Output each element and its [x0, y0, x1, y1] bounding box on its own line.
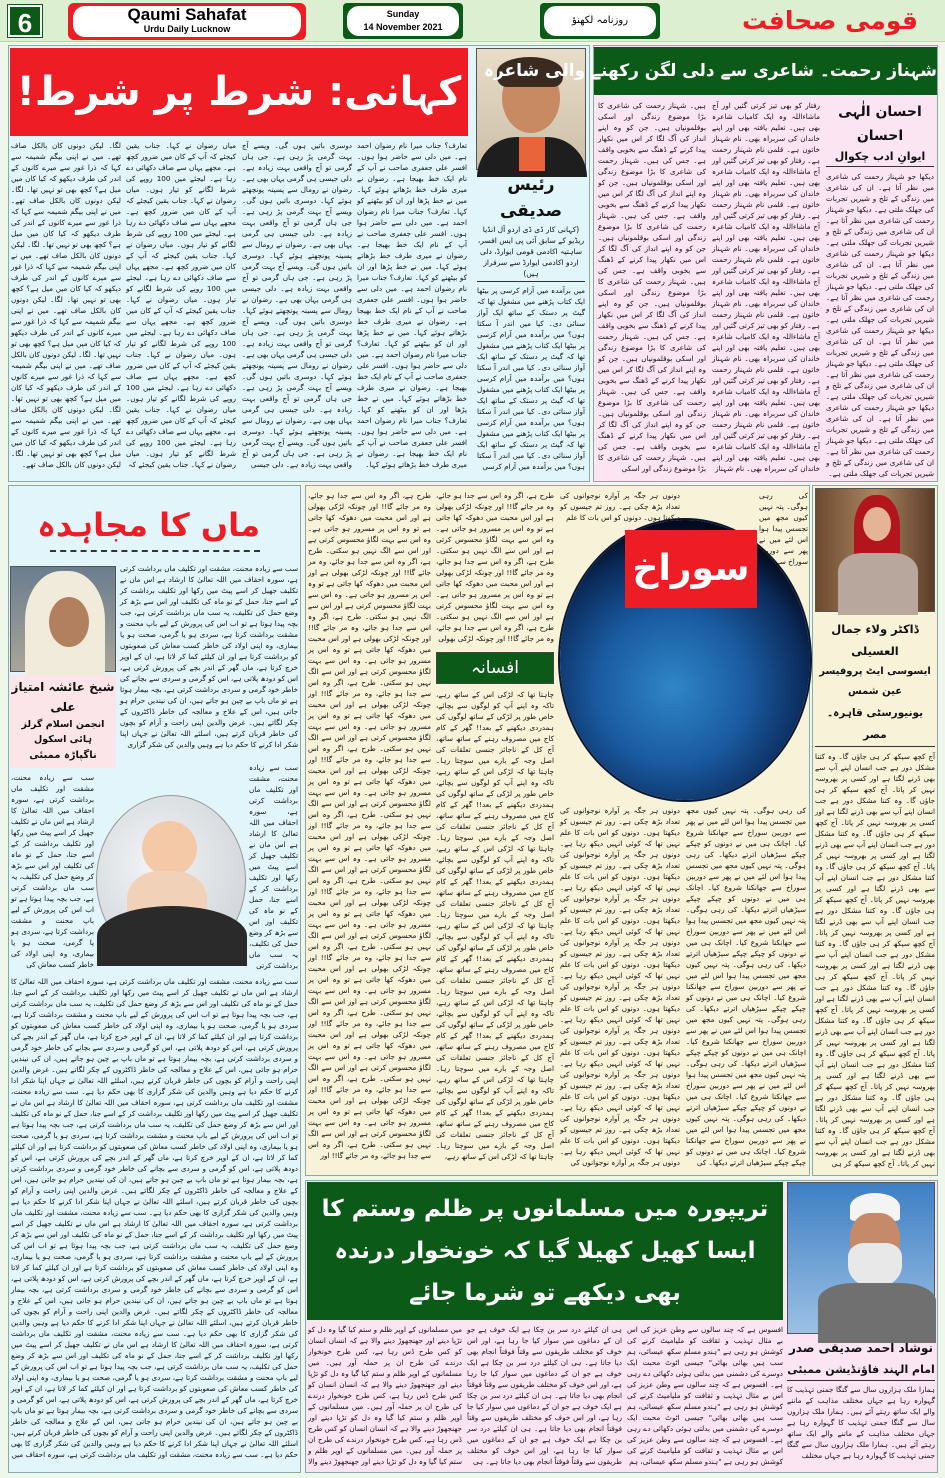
suraakh-column: طرح ہے، اگر وہ اس سے جدا ہو جائے، وہ مر جائے گا!! اور چونکہ لڑکی بھولی ہے اور اس محبت میں دھوکہ کھا جاتی ہے تو وہ اس پر مسرور ہو جاتی ہے۔ وہ اس سے بہت لگاؤ محسوس کرتی ہے اور اس سے الگ نہیں ہو سکتی۔ طرح ہے، اگر وہ اس سے جدا ہو جائے، وہ مر جائے گا!! اور چونکہ لڑکی بھولی ہے اور اس محبت میں دھوکہ کھا جاتی ہے تو وہ اس پر مسرور ہو جاتی ہے۔ وہ اس سے بہت لگاؤ محسوس کرتی ہے اور اس سے الگ نہیں ہو سکتی۔ طرح ہے، اگر وہ اس سے جدا ہو جائے، وہ مر جائے گا!! اور چونکہ لڑکی بھولی ہے اور اس محبت میں دھوکہ کھا جاتی ہے تو وہ اس پر مسرور ہو جاتی ہے۔ وہ اس سے بہت لگاؤ محسوس کرتی ہے اور اس سے الگ نہیں ہو سکتی۔ طرح ہے، اگر وہ اس سے جدا ہو جائے، وہ مر جائے گا!! اور چونکہ لڑکی بھولی ہے اور اس محبت میں دھوکہ کھا جاتی ہے تو وہ اس پر مسرور ہو جاتی ہے۔ وہ اس سے بہت لگاؤ محسوس کرتی ہے اور اس سے الگ نہیں ہو سکتی۔ طرح ہے، اگر وہ اس سے جدا ہو جائے، وہ مر جائے گا!! اور چونکہ لڑکی بھولی ہے اور اس محبت میں دھوکہ کھا جاتی ہے تو وہ اس پر مسرور ہو جاتی ہے۔ وہ اس سے بہت لگاؤ محسوس کرتی ہے اور اس سے الگ نہیں ہو سکتی۔ طرح ہے، اگر وہ اس سے جدا ہو جائے، وہ مر جائے گا!! اور چونکہ لڑکی بھولی ہے اور اس محبت میں دھوکہ کھا جاتی ہے تو وہ اس پر مسرور ہو جاتی ہے۔ وہ اس سے بہت لگاؤ محسوس کرتی ہے اور اس سے الگ نہیں ہو سکتی۔ طرح ہے، اگر وہ اس سے جدا ہو جائے، وہ مر جائے گا!! اور چونکہ لڑکی بھولی ہے اور اس محبت میں دھوکہ کھا جاتی ہے تو وہ اس پر مسرور ہو جاتی ہے۔ وہ اس سے بہت لگاؤ محسوس کرتی ہے اور اس سے الگ نہیں ہو سکتی۔ طرح ہے، اگر وہ اس سے جدا ہو جائے، وہ مر جائے گا!! اور چونکہ لڑکی بھولی ہے اور اس محبت میں دھوکہ کھا جاتی ہے تو وہ اس پر مسرور ہو جاتی ہے۔ وہ اس سے بہت لگاؤ محسوس کرتی ہے اور اس سے الگ نہیں ہو سکتی۔ طرح ہے، اگر وہ اس سے جدا ہو جائے، وہ مر جائے گا!! اور چونکہ لڑکی بھولی ہے اور اس محبت میں دھوکہ کھا جاتی ہے تو وہ اس پر مسرور ہو جاتی ہے۔ وہ اس سے بہت لگاؤ محسوس کرتی ہے اور اس سے الگ نہیں ہو سکتی۔ طرح ہے، اگر وہ اس سے جدا ہو جائے، وہ مر جائے گا!! اور چونکہ لڑکی بھولی ہے اور اس محبت میں دھوکہ کھا جاتی ہے تو وہ اس پر مسرور ہو جاتی ہے۔ وہ اس سے بہت لگاؤ محسوس کرتی ہے اور اس سے الگ نہیں ہو سکتی۔ طرح ہے، اگر وہ اس سے جدا ہو جائے، وہ مر جائے گا!! اور — [308, 491, 431, 1160]
date-frame — [343, 3, 463, 39]
suraakh-column: دونوں ہر جگہ پر آوارہ نوجوانوں کی تعداد بڑھ چکی ہے۔ روز تم جیسوں کو دیکھتا ہوں۔ دونوں کو اس بات کا علم نہیں تھا کہ کوئی انہیں دیکھ رہا ہے۔ دونوں ہر جگہ پر آوارہ نوجوانوں کی تعداد بڑھ چکی ہے۔ روز تم جیسوں کو دیکھتا ہوں۔ دونوں کو اس بات کا علم نہیں تھا کہ کوئی انہیں دیکھ رہا ہے۔ دونوں ہر جگہ پر آوارہ نوجوانوں کی تعداد بڑھ چکی ہے۔ روز تم جیسوں کو دیکھتا ہوں۔ دونوں کو اس بات کا علم نہیں تھا کہ کوئی انہیں دیکھ رہا ہے۔ دونوں ہر جگہ پر آوارہ نوجوانوں کی تعداد بڑھ چکی ہے۔ روز تم جیسوں کو دیکھتا ہوں۔ دونوں کو اس بات کا علم نہیں تھا کہ کوئی انہیں دیکھ رہا ہے۔ دونوں ہر جگہ پر آوارہ نوجوانوں کی تعداد بڑھ چکی ہے۔ روز تم جیسوں کو دیکھتا ہوں۔ دونوں کو اس بات کا علم نہیں تھا کہ کوئی انہیں دیکھ رہا ہے۔ دونوں ہر جگہ پر آوارہ نوجوانوں کی تعداد بڑھ چکی ہے۔ روز تم جیسوں کو دیکھتا ہوں۔ دونوں کو اس بات کا علم نہیں تھا کہ کوئی انہیں دیکھ رہا ہے۔ دونوں ہر جگہ پر آوارہ نوجوانوں کی تعداد بڑھ چکی ہے۔ روز تم جیسوں کو دیکھتا ہوں۔ دونوں کو اس بات کا علم نہیں تھا کہ کوئی انہیں دیکھ رہا ہے۔ دونوں ہر جگہ پر آوارہ نوجوانوں کی تعداد بڑھ چکی ہے۔ روز تم جیسوں کو دیکھتا ہوں۔ دونوں کو اس بات کا علم نہیں تھا کہ کوئی انہیں دیکھ رہا ہے۔ دونوں ہر جگہ پر آوارہ نوجوانوں کی — [560, 806, 680, 1167]
kahani-author: رئیس صدیقی — [499, 175, 563, 221]
kahani-byline-column — [477, 172, 585, 478]
maa-author-org: انجمن اسلام گرلز ہائی اسکول — [21, 719, 105, 745]
tripura-column: افسوس ہے کہ چند سالوں سے وطن عزیز کی اس بے مثال تہذیب و ثقافت کو ملیامیٹ کرنے کی کوشش ہو رہی ہے "ہندو مسلم سکھ عیسائی، ہم سب ہیں بھائی بھائی" جیسی اٹوٹ محبت ایک دوسرے کی دشمنی میں بدلتی ہوئی دکھائی دے رہی ہے۔ افسوس ہے کہ چند سالوں سے وطن عزیز کی اس بے مثال تہذیب و ثقافت کو ملیامیٹ کرنے کی کوشش ہو رہی ہے "ہندو مسلم سکھ عیسائی، ہم سب ہیں بھائی بھائی" جیسی اٹوٹ محبت ایک دوسرے کی دشمنی میں بدلتی ہوئی دکھائی دے رہی ہے۔ افسوس ہے کہ چند سالوں سے وطن عزیز کی اس بے مثال تہذیب و ثقافت کو ملیامیٹ کرنے کی کوشش ہو رہی ہے "ہندو مسلم سکھ عیسائی، ہم — [627, 1325, 783, 1466]
walaa-column: آج کچھ سیکھ کر ہی جاؤں گا۔ وہ کتنا مشکل دور ہے جب انسان اپنے آپ سے بھی ڈرنے لگتا ہے اور کسی پر بھروسہ نہیں کر پاتا۔ آج کچھ سیکھ کر ہی جاؤں گا۔ وہ کتنا مشکل دور ہے جب انسان اپنے آپ سے بھی ڈرنے لگتا ہے اور کسی پر بھروسہ نہیں کر پاتا۔ آج کچھ سیکھ کر ہی جاؤں گا۔ وہ کتنا مشکل دور ہے جب انسان اپنے آپ سے بھی ڈرنے لگتا ہے اور کسی پر بھروسہ نہیں کر پاتا۔ آج کچھ سیکھ کر ہی جاؤں گا۔ وہ کتنا مشکل دور ہے جب انسان اپنے آپ سے بھی ڈرنے لگتا ہے اور کسی پر بھروسہ نہیں کر پاتا۔ آج کچھ سیکھ کر ہی جاؤں گا۔ وہ کتنا مشکل دور ہے جب انسان اپنے آپ سے بھی ڈرنے لگتا ہے اور کسی پر بھروسہ نہیں کر پاتا۔ آج کچھ سیکھ کر ہی جاؤں گا۔ وہ کتنا مشکل دور ہے جب انسان اپنے آپ سے بھی ڈرنے لگتا ہے اور کسی پر بھروسہ نہیں کر پاتا۔ آج کچھ سیکھ کر ہی جاؤں گا۔ وہ کتنا مشکل دور ہے جب انسان اپنے آپ سے بھی ڈرنے لگتا ہے اور کسی پر بھروسہ نہیں کر پاتا۔ آج کچھ سیکھ کر ہی جاؤں گا۔ وہ کتنا مشکل دور ہے جب انسان اپنے آپ سے بھی ڈرنے لگتا ہے اور کسی پر بھروسہ نہیں کر پاتا۔ آج کچھ سیکھ کر ہی جاؤں گا۔ وہ کتنا مشکل دور ہے جب انسان اپنے آپ سے بھی ڈرنے لگتا ہے اور کسی پر بھروسہ نہیں کر پاتا۔ آج کچھ سیکھ کر ہی جاؤں گا۔ وہ کتنا مشکل دور ہے جب انسان اپنے آپ سے بھی ڈرنے لگتا ہے اور کسی پر بھروسہ نہیں کر پاتا۔ آج کچھ سیکھ کر ہی جاؤں گا۔ وہ کتنا مشکل دور ہے جب انسان اپنے آپ سے بھی ڈرنے لگتا ہے اور کسی پر بھروسہ نہیں کر پاتا۔ آج کچھ سیکھ کر ہی — [815, 752, 935, 1168]
title-ur: قومی صحافت — [742, 6, 918, 35]
author-photo-ayesha — [10, 566, 116, 672]
shahnaz-byline-column — [826, 100, 934, 478]
author-photo-walaa — [815, 488, 935, 612]
maa-byline-box — [10, 675, 116, 768]
roznama: روزنامہ لکھنؤ — [544, 6, 656, 36]
walaa-author-title: ایسوسی ایٹ پروفیسر عین شمس — [819, 666, 931, 697]
mother-baby-photo — [96, 795, 246, 965]
walaa-author-place: یونیورسٹی قاہرہ۔ مصر — [815, 702, 935, 747]
maa-body: سب سے زیادہ محنت، مشقت اور تکلیف ماں برداشت کرتی ہے، سورہ احقاف میں اللہ تعالیٰ کا ارشاد ہے اس ماں نے تکلیف جھیل کر اسے پیٹ میں رکھا اور تکلیف برداشت کر کے اسے جنا، حمل کے نو ماہ کی تکلیف اور اس سے بڑھ کر وضع حمل کی تکلیف، یہ سب ماں برداشت کرتی — [249, 763, 298, 970]
shahnaz-column: دیکھا جو شہناز رحمت کی شاعری میں نظر آتا ہے۔ ان کی شاعری میں زندگی کے تلخ و شیریں تجربات کی جھلک ملتی ہے۔ دیکھا جو شہناز رحمت کی شاعری میں نظر آتا ہے۔ ان کی شاعری میں زندگی کے تلخ و شیریں تجربات کی جھلک ملتی ہے۔ دیکھا جو شہناز رحمت کی شاعری میں نظر آتا ہے۔ ان کی شاعری میں زندگی کے تلخ و شیریں تجربات کی جھلک ملتی ہے۔ دیکھا جو شہناز رحمت کی شاعری میں نظر آتا ہے۔ ان کی شاعری میں زندگی کے تلخ و شیریں تجربات کی جھلک ملتی ہے۔ دیکھا جو شہناز رحمت کی شاعری میں نظر آتا ہے۔ ان کی شاعری میں زندگی کے تلخ و شیریں تجربات کی جھلک ملتی ہے۔ دیکھا جو شہناز رحمت کی شاعری میں نظر آتا ہے۔ ان کی شاعری میں زندگی کے تلخ و شیریں تجربات کی جھلک ملتی ہے۔ دیکھا جو شہناز رحمت کی شاعری میں نظر آتا ہے۔ ان کی شاعری میں زندگی کے تلخ و شیریں تجربات کی جھلک ملتی ہے۔ دیکھا جو شہناز رحمت کی شاعری میں نظر آتا ہے۔ ان کی شاعری میں زندگی کے تلخ و شیریں تجربات کی جھلک ملتی ہے۔ — [826, 172, 934, 478]
tripura-column: ہمارا ملک ہزاروں سال سے گنگا جمنی تہذیب کا گہوارہ رہا ہے جہاں مختلف مذاہب کے ماننے والے ایک ساتھ رہتے آئے ہیں۔ ہمارا ملک ہزاروں سال سے گنگا جمنی تہذیب کا گہوارہ رہا ہے جہاں مختلف مذاہب کے ماننے والے ایک ساتھ رہتے آئے ہیں۔ ہمارا ملک ہزاروں سال سے گنگا جمنی تہذیب کا گہوارہ رہا ہے جہاں مختلف — [787, 1385, 935, 1460]
suraakh-column: چاہتا تھا کہ لڑکی اس کے ساتھ رہے، تاکہ وہ اپنے آپ کو لوگوں سے بچائے، خاص طور پر لڑکی کے ساتھ لوگوں کی ہمدردی دیکھنے کے بعد!! گھر کے کام کاج میں مصروف رہنے کے ساتھ ساتھ، آج کل کے ناجائز جنسی تعلقات کی اصل وجہ کے بارے میں سوچتا رہا۔ چاہتا تھا کہ لڑکی اس کے ساتھ رہے، تاکہ وہ اپنے آپ کو لوگوں سے بچائے، خاص طور پر لڑکی کے ساتھ لوگوں کی ہمدردی دیکھنے کے بعد!! گھر کے کام کاج میں مصروف رہنے کے ساتھ ساتھ، آج کل کے ناجائز جنسی تعلقات کی اصل وجہ کے بارے میں سوچتا رہا۔ چاہتا تھا کہ لڑکی اس کے ساتھ رہے، تاکہ وہ اپنے آپ کو لوگوں سے بچائے، خاص طور پر لڑکی کے ساتھ لوگوں کی ہمدردی دیکھنے کے بعد!! گھر کے کام کاج میں مصروف رہنے کے ساتھ ساتھ، آج کل کے ناجائز جنسی تعلقات کی اصل وجہ کے بارے میں سوچتا رہا۔ چاہتا تھا کہ لڑکی اس کے ساتھ رہے، تاکہ وہ اپنے آپ کو لوگوں سے بچائے، خاص طور پر لڑکی کے ساتھ لوگوں کی ہمدردی دیکھنے کے بعد!! گھر کے کام کاج میں مصروف رہنے کے ساتھ ساتھ، آج کل کے ناجائز جنسی تعلقات کی اصل وجہ کے بارے میں سوچتا رہا۔ چاہتا تھا کہ لڑکی اس کے ساتھ رہے، تاکہ وہ اپنے آپ کو لوگوں سے بچائے، خاص طور پر لڑکی کے ساتھ لوگوں کی ہمدردی دیکھنے کے بعد!! گھر کے کام کاج میں مصروف رہنے کے ساتھ ساتھ، آج کل کے ناجائز جنسی تعلقات کی اصل وجہ کے بارے میں سوچتا رہا۔ چاہتا تھا کہ لڑکی اس کے ساتھ رہے، تاکہ وہ اپنے آپ کو لوگوں سے بچائے، خاص طور پر لڑکی کے ساتھ لوگوں کی ہمدردی دیکھنے کے بعد!! گھر کے کام کاج میں مصروف رہنے کے ساتھ ساتھ، آج کل کے ناجائز جنسی تعلقات کی اصل وجہ کے بارے میں سوچتا رہا۔ چاہتا تھا کہ لڑکی اس کے ساتھ رہے، — [436, 690, 554, 1161]
walaa-author: ڈاکٹر ولاء جمال العسیلی — [831, 622, 919, 658]
tripura-headline: تریپورہ میں مسلمانوں پر ظلم وستم کا ایسا کھیل کھیلا گیا کہ خونخوار درندہ بھی دیکھے تو شرما جائے — [307, 1182, 783, 1320]
shahnaz-column: ہیں۔ شہناز رحمت کی شاعری کا بڑا موضوع زندگی اور اسکی بوقلمونیاں ہیں۔ جن کو وہ اپنے انداز کی آگ لگا کر اس میں نکھار پیدا کرنے کے ڈھنگ سے بخوبی واقف ہے۔ جس کی ہیں۔ شہناز رحمت کی شاعری کا بڑا موضوع زندگی اور اسکی بوقلمونیاں ہیں۔ جن کو وہ اپنے انداز کی آگ لگا کر اس میں نکھار پیدا کرنے کے ڈھنگ سے بخوبی واقف ہے۔ جس کی ہیں۔ شہناز رحمت کی شاعری کا بڑا موضوع زندگی اور اسکی بوقلمونیاں ہیں۔ جن کو وہ اپنے انداز کی آگ لگا کر اس میں نکھار پیدا کرنے کے ڈھنگ سے بخوبی واقف ہے۔ جس کی ہیں۔ شہناز رحمت کی شاعری کا بڑا موضوع زندگی اور اسکی بوقلمونیاں ہیں۔ جن کو وہ اپنے انداز کی آگ لگا کر اس میں نکھار پیدا کرنے کے ڈھنگ سے بخوبی واقف ہے۔ جس کی ہیں۔ شہناز رحمت کی شاعری کا بڑا موضوع زندگی اور اسکی بوقلمونیاں ہیں۔ جن کو وہ اپنے انداز کی آگ لگا کر اس میں نکھار پیدا کرنے کے ڈھنگ سے بخوبی واقف ہے۔ جس کی ہیں۔ شہناز رحمت کی شاعری کا بڑا موضوع زندگی اور اسکی بوقلمونیاں ہیں۔ جن کو وہ اپنے انداز کی آگ لگا کر اس میں نکھار پیدا کرنے کے ڈھنگ سے بخوبی واقف ہے۔ جس کی ہیں۔ شہناز رحمت کی شاعری کا بڑا موضوع زندگی اور اسکی — [598, 101, 706, 473]
naushad-author: نوشاد احمد صدیقی صدر — [788, 1341, 933, 1355]
tripura-column: ہی ان کیلئے درد سر بن چکا ہے ایک خوف ہے جو ان کے دماغوں میں سوار کیا جا رہا ہے، اور اس خوف کو مختلف طریقوں سے وقتاً فوقتاً انجام بھی دیا جاتا ہے۔ ہی ان کیلئے درد سر بن چکا ہے ایک خوف ہے جو ان کے دماغوں میں سوار کیا جا رہا ہے، اور اس خوف کو مختلف طریقوں سے وقتاً فوقتاً انجام بھی دیا جاتا ہے۔ ہی ان کیلئے درد سر بن چکا ہے ایک خوف ہے جو ان کے دماغوں میں سوار کیا جا رہا ہے، اور اس خوف کو مختلف طریقوں سے وقتاً فوقتاً انجام بھی دیا جاتا ہے۔ ہی ان کیلئے درد سر بن چکا ہے ایک خوف ہے جو ان کے دماغوں میں سوار کیا جا رہا ہے، اور اس خوف کو مختلف طریقوں سے وقتاً فوقتاً انجام بھی دیا جاتا ہے۔ ہی — [467, 1325, 622, 1466]
maa-author: شیخ عائشہ امتیاز علی — [11, 680, 115, 714]
maa-headline: ماں کا مجاہدہ — [50, 500, 260, 552]
page-number: 6 — [8, 5, 42, 37]
kahani-column: دوسری باتیں ہوں گی۔ ویسے آج بہت گرمی پڑ رہی ہے۔ جی ہاں گرمی تو آج واقعی بہت زیادہ ہے۔ دلی جیسی ہی گرمی یہاں بھی ہے۔ رضوان نے رومال سے پسینہ پونچھتے ہوئے کہا۔ دوسری باتیں ہوں گی۔ ویسے آج بہت گرمی پڑ رہی ہے۔ جی ہاں گرمی تو آج واقعی بہت زیادہ ہے۔ دلی جیسی ہی گرمی یہاں بھی ہے۔ رضوان نے رومال سے پسینہ پونچھتے ہوئے کہا۔ دوسری باتیں ہوں گی۔ ویسے آج بہت گرمی پڑ رہی ہے۔ جی ہاں گرمی تو آج واقعی بہت زیادہ ہے۔ دلی جیسی ہی گرمی یہاں بھی ہے۔ رضوان نے رومال سے پسینہ پونچھتے ہوئے کہا۔ دوسری باتیں ہوں گی۔ ویسے آج بہت گرمی پڑ رہی ہے۔ جی ہاں گرمی تو آج واقعی بہت زیادہ ہے۔ دلی جیسی ہی گرمی یہاں بھی ہے۔ رضوان نے رومال سے پسینہ پونچھتے ہوئے کہا۔ دوسری باتیں ہوں گی۔ ویسے آج بہت گرمی پڑ رہی ہے۔ جی ہاں گرمی تو آج واقعی بہت زیادہ ہے۔ دلی جیسی ہی گرمی یہاں بھی ہے۔ رضوان نے رومال سے پسینہ پونچھتے ہوئے کہا۔ دوسری باتیں ہوں گی۔ ویسے آج بہت گرمی پڑ رہی ہے۔ جی ہاں گرمی تو آج واقعی بہت زیادہ ہے۔ دلی جیسی — [242, 141, 352, 469]
kahani-author-bio: (کہانی کار ڈی ڈی اردو آل انڈیا ریڈیو کے سابق آئی پی ایس افسر، ساہتیہ اکادمی قومی ایوارڈ، دلی اردو اکادمی ایوارڈ سے سرفراز ہیں) — [477, 224, 585, 282]
kahani-headline: کہانی: شرط پر شرط! — [10, 48, 468, 136]
walaa-byline-column — [815, 618, 935, 1171]
maa-body: سب سے زیادہ محنت، مشقت اور تکلیف ماں برداشت کرتی ہے، سورہ احقاف میں اللہ تعالیٰ کا ارشاد ہے اس ماں نے تکلیف جھیل کر اسے پیٹ میں رکھا اور تکلیف برداشت کر کے اسے جنا، حمل کے نو ماہ کی تکلیف اور اس سے بڑھ کر وضع حمل کی تکلیف، یہ سب ماں برداشت کرتی ہے، جب بچہ پیدا ہوتا ہے تو اب اس کی پرورش کے لیے باپ محنت و مشقت برداشت کرتا ہے، سردی ہو یا گرمی، صحت ہو یا بیماری، وہ اپنی اولاد کی خاطر کسب معاش کی صعوبتوں کو برداشت کرتا ہے اور ان کیلئے کما کر لاتا ہے، ان کے اوپر خرچ کرتا ہے، ماں گھر کے اندر بچے کی پرورش کرتی ہے، اس کو دودھ پلاتی ہے، اس کو گرمی و سردی سے بچانے کی خاطر خود گرمی و سردی برداشت کرتی ہے، بچہ بیمار ہوتا ہے تو ماں باپ بے چین ہو جاتے ہیں، ان کی نیندیں حرام ہو جاتی ہیں، اس کے علاج و معالجہ کی خاطر ڈاکٹروں کے چکر لگاتے ہیں۔ غرض والدین اپنی راحت و آرام کو بچوں کی خاطر قربان کرتے ہیں، اسلئے اللہ تعالیٰ نے جہاں اپنا شکر ادا کرنے کا حکم دیا ہے وہیں والدین کی شکر گزاری کا بھی حکم دیا ہے۔ سب سے زیادہ محنت، مشقت اور تکلیف ماں برداشت کرتی ہے، سورہ احقاف میں اللہ تعالیٰ کا ارشاد ہے اس ماں نے تکلیف جھیل کر اسے پیٹ میں رکھا اور تکلیف برداشت کر کے اسے جنا، حمل کے نو ماہ کی تکلیف اور اس سے بڑھ کر وضع حمل کی تکلیف، یہ سب ماں برداشت کرتی ہے، جب بچہ پیدا ہوتا ہے تو اب اس کی پرورش کے لیے باپ محنت و مشقت برداشت کرتا ہے، سردی ہو یا گرمی، صحت ہو یا بیماری، وہ اپنی اولاد کی خاطر کسب معاش کی صعوبتوں کو برداشت کرتا ہے اور ان کیلئے کما کر لاتا ہے، ان کے اوپر خرچ کرتا ہے، ماں گھر کے اندر بچے کی پرورش کرتی ہے، اس کو دودھ پلاتی ہے، اس کو گرمی و سردی سے بچانے کی خاطر خود گرمی و سردی برداشت کرتی ہے، بچہ بیمار ہوتا ہے تو ماں باپ بے چین ہو جاتے ہیں، ان کی نیندیں حرام ہو جاتی ہیں، اس کے علاج و معالجہ کی خاطر ڈاکٹروں کے چکر لگاتے ہیں۔ غرض والدین اپنی راحت و آرام کو بچوں کی خاطر قربان کرتے ہیں، اسلئے اللہ تعالیٰ نے جہاں اپنا شکر ادا کرنے کا حکم دیا ہے وہیں والدین کی شکر گزاری کا بھی حکم دیا ہے۔ سب سے زیادہ محنت، مشقت اور تکلیف ماں برداشت کرتی ہے، سورہ احقاف میں اللہ تعالیٰ کا ارشاد ہے اس ماں نے تکلیف جھیل کر اسے پیٹ میں رکھا اور تکلیف برداشت کر کے اسے جنا، حمل کے نو ماہ کی تکلیف اور اس سے بڑھ کر وضع حمل کی تکلیف، یہ سب ماں برداشت کرتی ہے، جب بچہ پیدا ہوتا ہے تو اب اس کی پرورش کے لیے باپ محنت و مشقت برداشت کرتا ہے، سردی ہو یا گرمی، صحت ہو یا بیماری، وہ اپنی اولاد کی خاطر کسب معاش کی صعوبتوں کو برداشت کرتا ہے اور ان کیلئے کما کر لاتا ہے، ان کے اوپر خرچ کرتا ہے، ماں گھر کے اندر بچے کی پرورش کرتی ہے، اس کو دودھ پلاتی ہے، اس کو گرمی و سردی سے بچانے کی خاطر خود گرمی و سردی برداشت کرتی ہے، بچہ بیمار ہوتا ہے تو ماں باپ بے چین ہو جاتے ہیں، ان کی نیندیں حرام ہو جاتی ہیں، اس کے علاج و معالجہ کی خاطر ڈاکٹروں کے چکر لگاتے ہیں۔ غرض والدین اپنی راحت و آرام کو بچوں کی خاطر قربان کرتے ہیں، اسلئے اللہ تعالیٰ نے جہاں اپنا شکر ادا کرنے کا حکم دیا ہے وہیں والدین کی شکر گزاری کا بھی حکم دیا ہے۔ سب سے زیادہ محنت، مشقت اور تکلیف ماں برداشت کرتی ہے، سورہ احقاف میں اللہ تعالیٰ کا ارشاد ہے اس ماں نے تکلیف جھیل کر اسے پیٹ میں رکھا اور تکلیف برداشت کر کے اسے جنا، حمل کے نو ماہ کی تکلیف اور اس سے بڑھ کر وضع حمل کی تکلیف، یہ سب ماں برداشت کرتی ہے، جب بچہ پیدا ہوتا ہے تو اب اس کی پرورش کے لیے باپ محنت و مشقت برداشت کرتا ہے، سردی ہو یا گرمی، صحت ہو یا بیماری، وہ اپنی اولاد کی خاطر کسب معاش کی صعوبتوں کو برداشت کرتا ہے اور ان کیلئے کما کر لاتا ہے، ان کے اوپر خرچ کرتا ہے، ماں گھر کے اندر بچے کی پرورش کرتی ہے، اس کو دودھ پلاتی ہے، اس کو گرمی و سردی سے بچانے کی خاطر خود گرمی و سردی برداشت کرتی ہے، بچہ بیمار ہوتا ہے تو ماں باپ بے چین ہو جاتے ہیں، ان کی نیندیں حرام ہو جاتی ہیں، اس کے علاج و معالجہ کی خاطر ڈاکٹروں کے چکر لگاتے ہیں۔ غرض والدین اپنی راحت و آرام کو بچوں کی خاطر قربان کرتے ہیں، اسلئے اللہ تعالیٰ نے جہاں اپنا شکر ادا کرنے کا حکم دیا ہے وہیں والدین کی شکر گزاری کا بھی حکم دیا ہے۔ سب سے زیادہ محنت، مشقت اور تکلیف ماں برداشت کرتی ہے، سورہ احقاف میں — [11, 977, 298, 1459]
suraakh-column: کی رہی ہوگی۔ پتہ نہیں کیوں مجھ میں تجسس پیدا ہوا اس لئے میں نے پھر سے دوربین سوراخ سے — [759, 491, 808, 566]
kahani-column: تعارف؟ جناب میرا نام رضوان احمد ہے۔ میں دلی سے حاضر ہوا ہوں۔ افسر علی جعفری صاحب نے آپ کے نام ایک خط بھیجا ہے۔ رضوان نے میری طرف خط بڑھاتے ہوئے کہا۔ میں نے خط پڑھا اور ان کو بیٹھنے کو کہا۔ تعارف؟ جناب میرا نام رضوان احمد ہے۔ میں دلی سے حاضر ہوا ہوں۔ افسر علی جعفری صاحب نے آپ کے نام ایک خط بھیجا ہے۔ رضوان نے میری طرف خط بڑھاتے ہوئے کہا۔ میں نے خط پڑھا اور ان کو بیٹھنے کو کہا۔ تعارف؟ جناب میرا نام رضوان احمد ہے۔ میں دلی سے حاضر ہوا ہوں۔ افسر علی جعفری صاحب نے آپ کے نام ایک خط بھیجا ہے۔ رضوان نے میری طرف خط بڑھاتے ہوئے کہا۔ میں نے خط پڑھا اور ان کو بیٹھنے کو کہا۔ تعارف؟ جناب میرا نام رضوان احمد ہے۔ میں دلی سے حاضر ہوا ہوں۔ افسر علی جعفری صاحب نے آپ کے نام ایک خط بھیجا ہے۔ رضوان نے میری طرف خط بڑھاتے ہوئے کہا۔ میں نے خط پڑھا اور ان کو بیٹھنے کو کہا۔ تعارف؟ جناب میرا نام رضوان احمد ہے۔ میں دلی سے حاضر ہوا ہوں۔ افسر علی جعفری صاحب نے آپ کے نام ایک خط بھیجا ہے۔ رضوان نے میری طرف خط بڑھاتے ہوئے کہا۔ — [357, 141, 467, 469]
title-en: Qaumi Sahafat — [127, 5, 247, 24]
date: 14 November 2021 — [363, 22, 443, 32]
shahnaz-column: رفتار کو بھی تیز کرتی گئیں اور آج ماشاءاللہ وہ ایک کامیاب شاعرہ بھی ہیں۔ تعلیم یافتہ بھی اور اپنے خاندان کی سربراہ بھی۔ نام شہناز خاتون ہے۔ قلمی نام شہناز رحمت ہے۔ رفتار کو بھی تیز کرتی گئیں اور آج ماشاءاللہ وہ ایک کامیاب شاعرہ بھی ہیں۔ تعلیم یافتہ بھی اور اپنے خاندان کی سربراہ بھی۔ نام شہناز خاتون ہے۔ قلمی نام شہناز رحمت ہے۔ رفتار کو بھی تیز کرتی گئیں اور آج ماشاءاللہ وہ ایک کامیاب شاعرہ بھی ہیں۔ تعلیم یافتہ بھی اور اپنے خاندان کی سربراہ بھی۔ نام شہناز خاتون ہے۔ قلمی نام شہناز رحمت ہے۔ رفتار کو بھی تیز کرتی گئیں اور آج ماشاءاللہ وہ ایک کامیاب شاعرہ بھی ہیں۔ تعلیم یافتہ بھی اور اپنے خاندان کی سربراہ بھی۔ نام شہناز خاتون ہے۔ قلمی نام شہناز رحمت ہے۔ رفتار کو بھی تیز کرتی گئیں اور آج ماشاءاللہ وہ ایک کامیاب شاعرہ بھی ہیں۔ تعلیم یافتہ بھی اور اپنے خاندان کی سربراہ بھی۔ نام شہناز خاتون ہے۔ قلمی نام شہناز رحمت ہے۔ رفتار کو بھی تیز کرتی گئیں اور آج ماشاءاللہ وہ ایک کامیاب شاعرہ بھی ہیں۔ تعلیم یافتہ بھی اور اپنے خاندان کی سربراہ بھی۔ نام شہناز خاتون ہے۔ قلمی نام شہناز رحمت ہے۔ رفتار کو بھی تیز کرتی گئیں اور آج ماشاءاللہ وہ ایک کامیاب شاعرہ بھی ہیں۔ تعلیم یافتہ بھی اور اپنے خاندان کی سربراہ بھی۔ نام شہناز — [712, 101, 820, 473]
roznama-frame — [540, 3, 660, 39]
naushad-byline-column — [787, 1337, 935, 1470]
author-photo-naushad — [787, 1182, 935, 1334]
day: Sunday — [386, 9, 420, 19]
shahnaz-author: احسان الٰہی احسان — [838, 104, 922, 144]
shahnaz-author-org: ایوانِ ادب چکوال — [826, 148, 934, 167]
naushad-author-org: امام الہند فاؤنڈیشن ممبئی — [787, 1359, 935, 1381]
afsana-label: افسانہ — [436, 652, 554, 684]
suraakh-column: کی رہی ہوگی۔ پتہ نہیں کیوں مجھ میں تجسس پیدا ہوا اس لئے میں نے پھر سے دوربین سوراخ سے جھانکنا شروع کیا۔ اچانک ہی میں نے دونوں کو چپکے چپکے سیڑھیاں اترتے دیکھا۔ کی رہی ہوگی۔ پتہ نہیں کیوں مجھ میں تجسس پیدا ہوا اس لئے میں نے پھر سے دوربین سوراخ سے جھانکنا شروع کیا۔ اچانک ہی میں نے دونوں کو چپکے چپکے سیڑھیاں اترتے دیکھا۔ کی رہی ہوگی۔ پتہ نہیں کیوں مجھ میں تجسس پیدا ہوا اس لئے میں نے پھر سے دوربین سوراخ سے جھانکنا شروع کیا۔ اچانک ہی میں نے دونوں کو چپکے چپکے سیڑھیاں اترتے دیکھا۔ کی رہی ہوگی۔ پتہ نہیں کیوں مجھ میں تجسس پیدا ہوا اس لئے میں نے پھر سے دوربین سوراخ سے جھانکنا شروع کیا۔ اچانک ہی میں نے دونوں کو چپکے چپکے سیڑھیاں اترتے دیکھا۔ کی رہی ہوگی۔ پتہ نہیں کیوں مجھ میں تجسس پیدا ہوا اس لئے میں نے پھر سے دوربین سوراخ سے جھانکنا شروع کیا۔ اچانک ہی میں نے دونوں کو چپکے چپکے سیڑھیاں اترتے دیکھا۔ کی رہی ہوگی۔ پتہ نہیں کیوں مجھ میں تجسس پیدا ہوا اس لئے میں نے پھر سے دوربین سوراخ سے جھانکنا شروع کیا۔ اچانک ہی میں نے دونوں کو چپکے چپکے سیڑھیاں اترتے دیکھا۔ کی رہی ہوگی۔ پتہ نہیں کیوں مجھ میں تجسس پیدا ہوا اس لئے میں نے پھر سے دوربین سوراخ سے جھانکنا شروع کیا۔ اچانک ہی میں نے دونوں کو چپکے چپکے سیڑھیاں اترتے دیکھا۔ کی — [686, 806, 806, 1167]
suraakh-column: طرح ہے، اگر وہ اس سے جدا ہو جائے، وہ مر جائے گا!! اور چونکہ لڑکی بھولی ہے اور اس محبت میں دھوکہ کھا جاتی ہے تو وہ اس پر مسرور ہو جاتی ہے۔ وہ اس سے بہت لگاؤ محسوس کرتی ہے اور اس سے الگ نہیں ہو سکتی۔ طرح ہے، اگر وہ اس سے جدا ہو جائے، وہ مر جائے گا!! اور چونکہ لڑکی بھولی ہے اور اس محبت میں دھوکہ کھا جاتی ہے تو وہ اس پر مسرور ہو جاتی ہے۔ وہ اس سے بہت لگاؤ محسوس کرتی ہے اور اس سے الگ نہیں ہو سکتی۔ طرح ہے، اگر وہ اس سے جدا ہو جائے، وہ مر جائے گا!! اور چونکہ لڑکی بھولی — [436, 491, 554, 643]
maa-body: سب سے زیادہ محنت، مشقت اور تکلیف ماں برداشت کرتی ہے، سورہ احقاف میں اللہ تعالیٰ کا ارشاد ہے اس ماں نے تکلیف جھیل کر اسے پیٹ میں رکھا اور تکلیف برداشت کر کے اسے جنا، حمل کے نو ماہ کی تکلیف اور اس سے بڑھ کر وضع حمل کی تکلیف، یہ سب ماں برداشت کرتی ہے، جب بچہ پیدا ہوتا ہے تو اب اس کی پرورش کے لیے باپ محنت و مشقت برداشت کرتا ہے، سردی ہو یا گرمی، صحت ہو یا بیماری، وہ اپنی اولاد کی خاطر کسب معاش کی — [11, 773, 94, 969]
tripura-column: میں مسلمانوں کے اوپر ظلم و ستم کیا گیا وہ دل کو تڑپا دینے اور جھنجھوڑ دینے والا ہے کہ انسان انسان کو کس طرح ڈس رہا ہے، کس طرح خونخوار درندے کی طرح ان پر حملہ آور ہیں۔ میں مسلمانوں کے اوپر ظلم و ستم کیا گیا وہ دل کو تڑپا دینے اور جھنجھوڑ دینے والا ہے کہ انسان انسان کو کس طرح ڈس رہا ہے، کس طرح خونخوار درندے کی طرح ان پر حملہ آور ہیں۔ میں مسلمانوں کے اوپر ظلم و ستم کیا گیا وہ دل کو تڑپا دینے اور جھنجھوڑ دینے والا ہے کہ انسان انسان کو کس طرح ڈس رہا ہے، کس طرح خونخوار درندے کی طرح ان پر حملہ آور ہیں۔ میں مسلمانوں کے اوپر ظلم و ستم کیا گیا وہ دل کو تڑپا دینے اور جھنجھوڑ دینے والا — [308, 1325, 462, 1466]
shahnaz-headline: شہناز رحمت۔ شاعری سے دلی لگن رکھنے والی شاعرہ — [594, 47, 937, 95]
kahani-column: میں برآمدہ میں آرام کرسی پر بیٹھا ایک کتاب پڑھنے میں مشغول تھا کہ گیٹ پر دستک کے ساتھ ایک آواز سنائی دی۔ کیا میں اندر آ سکتا ہوں؟ میں برآمدہ میں آرام کرسی پر بیٹھا ایک کتاب پڑھنے میں مشغول تھا کہ گیٹ پر دستک کے ساتھ ایک آواز سنائی دی۔ کیا میں اندر آ سکتا ہوں؟ میں برآمدہ میں آرام کرسی پر بیٹھا ایک کتاب پڑھنے میں مشغول تھا کہ گیٹ پر دستک کے ساتھ ایک آواز سنائی دی۔ کیا میں اندر آ سکتا ہوں؟ میں برآمدہ میں آرام کرسی پر بیٹھا ایک کتاب پڑھنے میں مشغول تھا کہ گیٹ پر دستک کے ساتھ ایک آواز سنائی دی۔ کیا میں اندر آ سکتا ہوں؟ میں برآمدہ میں آرام کرسی — [477, 286, 585, 471]
suraakh-title: سوراخ — [625, 530, 757, 608]
kahani-column: میاں رضوان نے کہا۔ جناب یقین کیجئے کہ آپ کے کان میں ضرور کچھ ہے۔ مجھے یہاں سے صاف دکھائی دے رہا ہے۔ لیجئے میں 100 روپے کی شرط لگانے کو تیار ہوں۔ میاں رضوان نے کہا۔ جناب یقین کیجئے کہ آپ کے کان میں ضرور کچھ ہے۔ مجھے یہاں سے صاف دکھائی دے رہا ہے۔ لیجئے میں 100 روپے کی شرط لگانے کو تیار ہوں۔ میاں رضوان نے کہا۔ جناب یقین کیجئے کہ آپ کے کان میں ضرور کچھ ہے۔ مجھے یہاں سے صاف دکھائی دے رہا ہے۔ لیجئے میں 100 روپے کی شرط لگانے کو تیار ہوں۔ میاں رضوان نے کہا۔ جناب یقین کیجئے کہ آپ کے کان میں ضرور کچھ ہے۔ مجھے یہاں سے صاف دکھائی دے رہا ہے۔ لیجئے میں 100 روپے کی شرط لگانے کو تیار ہوں۔ میاں رضوان نے کہا۔ جناب یقین کیجئے کہ آپ کے کان میں ضرور کچھ ہے۔ مجھے یہاں سے صاف دکھائی دے رہا ہے۔ لیجئے میں 100 روپے کی شرط لگانے کو تیار ہوں۔ میاں رضوان نے کہا۔ جناب یقین کیجئے کہ آپ کے کان میں ضرور کچھ ہے۔ مجھے یہاں سے صاف دکھائی دے رہا ہے۔ لیجئے میں 100 روپے کی شرط لگانے کو تیار ہوں۔ میاں رضوان نے کہا۔ جناب یقین کیجئے کہ — [126, 141, 237, 469]
title-en-frame — [68, 3, 306, 40]
masthead — [0, 0, 945, 42]
suraakh-column: دونوں ہر جگہ پر آوارہ نوجوانوں کی تعداد بڑھ چکی ہے۔ روز تم جیسوں کو دیکھتا ہوں۔ دونوں کو اس بات کا علم — [560, 491, 680, 522]
kahani-column: لگا۔ لیکن دونوں کان بالکل صاف تھے۔ میں نے اپنی بیگم شمیمہ سے کہا کہ ذرا غور سے میرے کانوں کے اندر کی طرف دیکھو کہ کیا کان میں میل ہے؟ کچھ بھی تو نہیں تھا۔ لگا۔ لیکن دونوں کان بالکل صاف تھے۔ میں نے اپنی بیگم شمیمہ سے کہا کہ ذرا غور سے میرے کانوں کے اندر کی طرف دیکھو کہ کیا کان میں میل ہے؟ کچھ بھی تو نہیں تھا۔ لگا۔ لیکن دونوں کان بالکل صاف تھے۔ میں نے اپنی بیگم شمیمہ سے کہا کہ ذرا غور سے میرے کانوں کے اندر کی طرف دیکھو کہ کیا کان میں میل ہے؟ کچھ بھی تو نہیں تھا۔ لگا۔ لیکن دونوں کان بالکل صاف تھے۔ میں نے اپنی بیگم شمیمہ سے کہا کہ ذرا غور سے میرے کانوں کے اندر کی طرف دیکھو کہ کیا کان میں میل ہے؟ کچھ بھی تو نہیں تھا۔ لگا۔ لیکن دونوں کان بالکل صاف تھے۔ میں نے اپنی بیگم شمیمہ سے کہا کہ ذرا غور سے میرے کانوں کے اندر کی طرف دیکھو کہ کیا کان میں میل ہے؟ کچھ بھی تو نہیں تھا۔ لگا۔ لیکن دونوں کان بالکل صاف تھے۔ میں نے اپنی بیگم شمیمہ سے کہا کہ ذرا غور سے میرے کانوں کے اندر کی طرف دیکھو کہ کیا کان میں میل ہے؟ کچھ بھی تو نہیں تھا۔ لگا۔ لیکن دونوں کان بالکل صاف تھے۔ — [11, 141, 121, 469]
subtitle-en: Urdu Daily Lucknow — [143, 24, 231, 34]
maa-author-place: ناگپاڑہ ممبئی — [29, 750, 97, 761]
maa-body: سب سے زیادہ محنت، مشقت اور تکلیف ماں برداشت کرتی ہے، سورہ احقاف میں اللہ تعالیٰ کا ارشاد ہے اس ماں نے تکلیف جھیل کر اسے پیٹ میں رکھا اور تکلیف برداشت کر کے اسے جنا، حمل کے نو ماہ کی تکلیف اور اس سے بڑھ کر وضع حمل کی تکلیف، یہ سب ماں برداشت کرتی ہے، جب بچہ پیدا ہوتا ہے تو اب اس کی پرورش کے لیے باپ محنت و مشقت برداشت کرتا ہے، سردی ہو یا گرمی، صحت ہو یا بیماری، وہ اپنی اولاد کی خاطر کسب معاش کی صعوبتوں کو برداشت کرتا ہے اور ان کیلئے کما کر لاتا ہے، ان کے اوپر خرچ کرتا ہے، ماں گھر کے اندر بچے کی پرورش کرتی ہے، اس کو دودھ پلاتی ہے، اس کو گرمی و سردی سے بچانے کی خاطر خود گرمی و سردی برداشت کرتی ہے، بچہ بیمار ہوتا ہے تو ماں باپ بے چین ہو جاتے ہیں، ان کی نیندیں حرام ہو جاتی ہیں، اس کے علاج و معالجہ کی خاطر ڈاکٹروں کے چکر لگاتے ہیں۔ غرض والدین اپنی راحت و آرام کو بچوں کی خاطر قربان کرتے ہیں، اسلئے اللہ تعالیٰ نے جہاں اپنا شکر ادا کرنے کا حکم دیا ہے وہیں والدین کی شکر گزاری — [120, 564, 298, 749]
